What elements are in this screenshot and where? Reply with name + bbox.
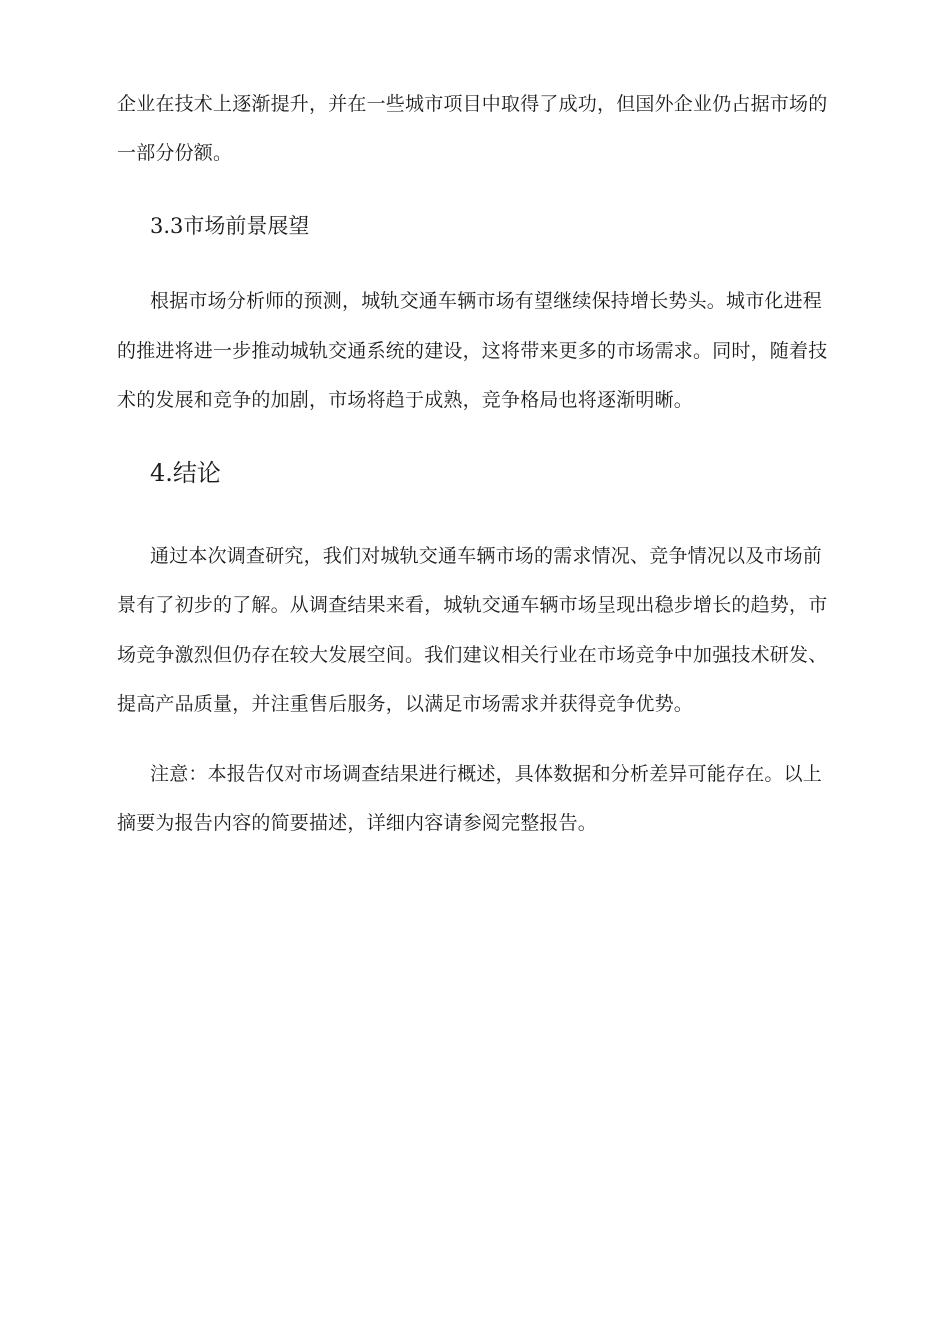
section-3-3-line-3: 术的发展和竞争的加剧，市场将趋于成熟，竞争格局也将逐渐明晰。 (117, 389, 694, 411)
conclusion-line-4: 提高产品质量，并注重售后服务，以满足市场需求并获得竞争优势。 (117, 693, 694, 715)
intro-line-1: 企业在技术上逐渐提升，并在一些城市项目中取得了成功，但国外企业仍占据市场的 (117, 93, 828, 115)
section-3-3-line-2: 的推进将进一步推动城轨交通系统的建设，这将带来更多的市场需求。同时，随着技 (117, 340, 828, 362)
note-line-2: 摘要为报告内容的简要描述，详细内容请参阅完整报告。 (117, 812, 598, 834)
conclusion-line-2: 景有了初步的了解。从调查结果来看，城轨交通车辆市场呈现出稳步增长的趋势，市 (117, 594, 828, 616)
section-heading-3-3: 3.3市场前景展望 (150, 214, 310, 238)
section-heading-4: 4.结论 (150, 459, 221, 487)
intro-line-2: 一部分份额。 (117, 142, 233, 164)
conclusion-line-1: 通过本次调查研究，我们对城轨交通车辆市场的需求情况、竞争情况以及市场前 (150, 545, 823, 567)
note-line-1: 注意：本报告仅对市场调查结果进行概述，具体数据和分析差异可能存在。以上 (150, 763, 823, 785)
section-3-3-line-1: 根据市场分析师的预测，城轨交通车辆市场有望继续保持增长势头。城市化进程 (150, 290, 823, 312)
conclusion-line-3: 场竞争激烈但仍存在较大发展空间。我们建议相关行业在市场竞争中加强技术研发、 (117, 644, 828, 666)
